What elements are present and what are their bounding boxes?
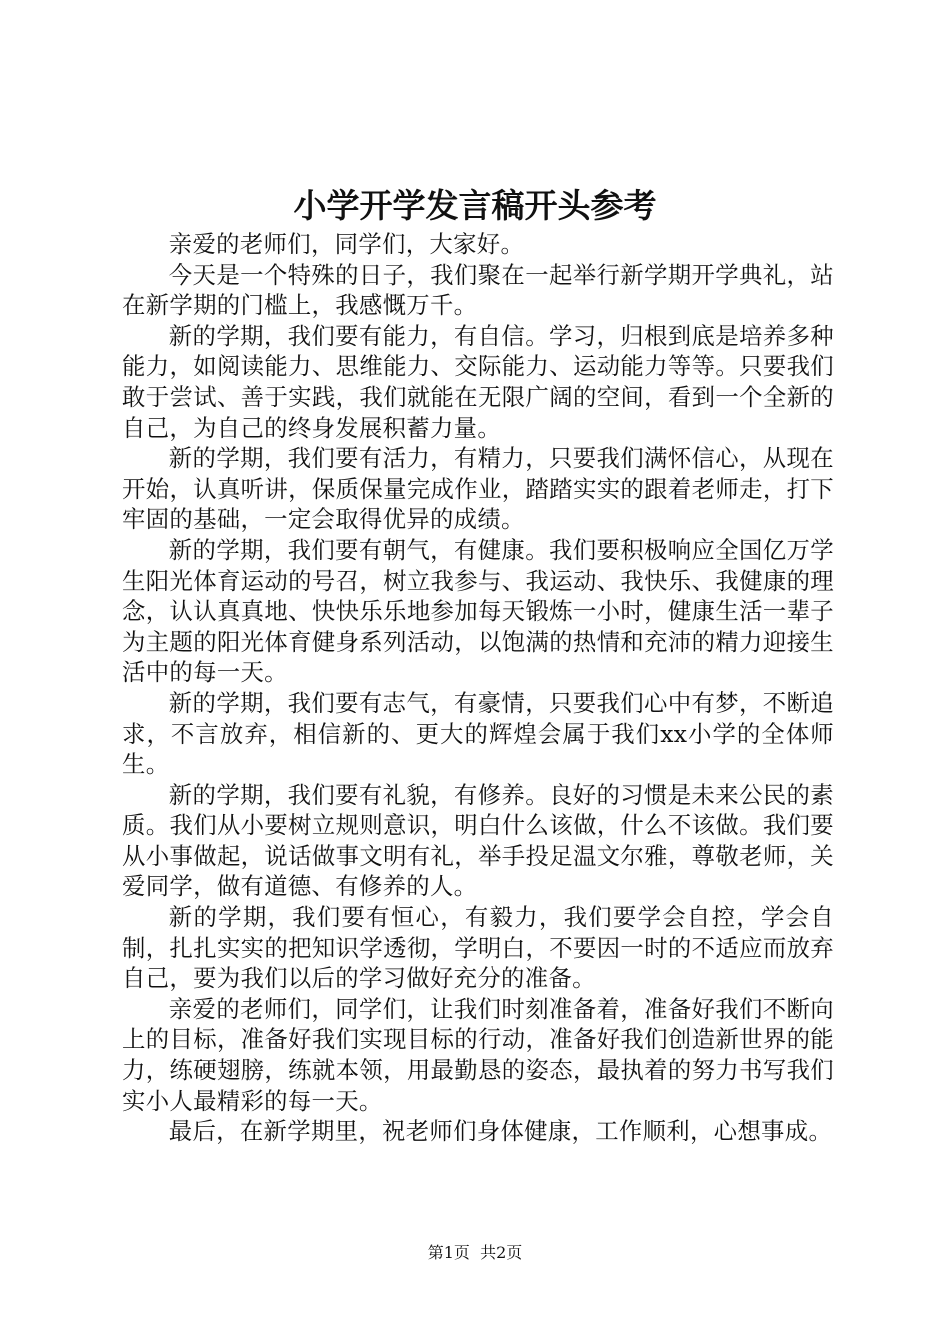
page-footer: [0, 1243, 950, 1263]
paragraph-readiness: 亲爱的老师们，同学们，让我们时刻准备着，准备好我们不断向上的目标，准备好我们实现目标的行动，准备好我们创造新世界的能力，练硬翅膀，练就本领，用最勤恳的姿态，最执着的努力书写我们实小人最精彩的每一天。: [122, 994, 834, 1115]
paragraph-closing: 最后，在新学期里，祝老师们身体健康，工作顺利，心想事成。: [168, 1117, 833, 1146]
paragraph-perseverance: 新的学期，我们要有恒心，有毅力，我们要学会自控，学会自制，扎扎实实的把知识学透彻，学明白，不要因一时的不适应而放弃自己，要为我们以后的学习做好充分的准备。: [122, 903, 834, 993]
paragraph-health: 新的学期，我们要有朝气，有健康。我们要积极响应全国亿万学生阳光体育运动的号召，树立我参与、我运动、我快乐、我健康的理念，认认真真地、快快乐乐地参加每天锻炼一小时，健康生活一辈子为主题的阳光体育健身系列活动，以饱满的热情和充沛的精力迎接生活中的每一天。: [122, 535, 834, 687]
paragraph-greeting: 亲爱的老师们，同学们，大家好。: [168, 230, 525, 258]
document-body: [122, 229, 834, 1147]
paragraph-manners: 新的学期，我们要有礼貌，有修养。良好的习惯是未来公民的素质。我们从小要树立规则意识，明白什么该做，什么不该做。我们要从小事做起，说话做事文明有礼，举手投足温文尔雅，尊敬老师，关爱同学，做有道德、有修养的人。: [122, 780, 834, 901]
page-number: 第1页 共2页: [427, 1243, 523, 1262]
paragraph-vitality: 新的学期，我们要有活力，有精力，只要我们满怀信心，从现在开始，认真听讲，保质保量完成作业，踏踏实实的跟着老师走，打下牢固的基础，一定会取得优异的成绩。: [122, 444, 834, 534]
document-title: 小学开学发言稿开头参考: [293, 186, 657, 225]
paragraph-ambition: 新的学期，我们要有志气，有豪情，只要我们心中有梦，不断追求，不言放弃，相信新的、更大的辉煌会属于我们xx小学的全体师生。: [122, 688, 834, 779]
paragraph-ability: 新的学期，我们要有能力，有自信。学习，归根到底是培养多种能力，如阅读能力、思维能力、交际能力、运动能力等等。只要我们敢于尝试、善于实践，我们就能在无限广阔的空间，看到一个全新的自己，为自己的终身发展积蓄力量。: [122, 321, 834, 442]
paragraph-intro: 今天是一个特殊的日子，我们聚在一起举行新学期开学典礼，站在新学期的门槛上，我感慨万千。: [122, 260, 834, 320]
